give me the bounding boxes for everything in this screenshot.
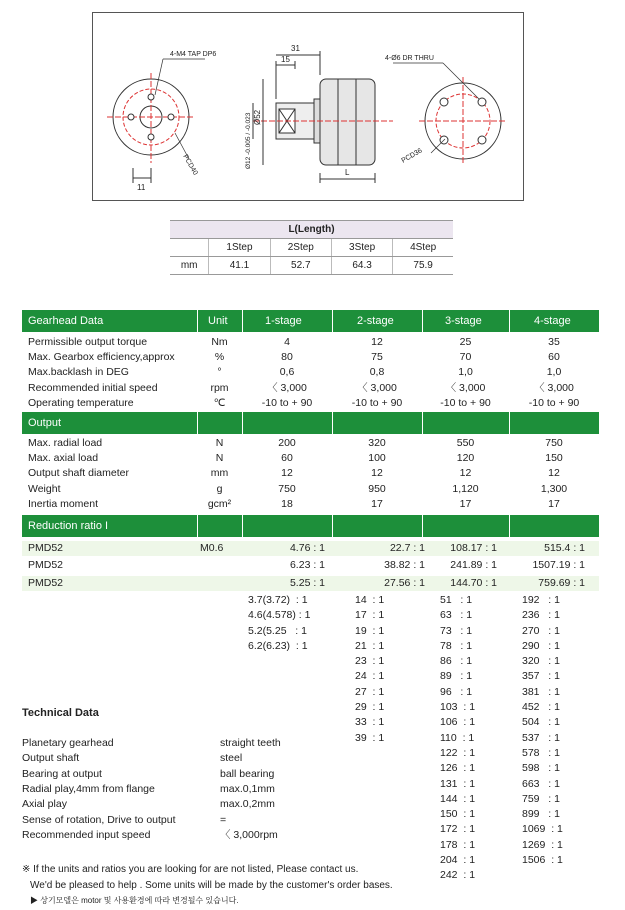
stage3-header: 3-stage <box>445 315 482 327</box>
note-line-2: We'd be pleased to help . Some units will be made by the customer's order bases. <box>30 880 393 891</box>
output-value: 17 <box>459 497 472 510</box>
dim-31-label: 31 <box>291 44 300 53</box>
output-unit: mm <box>210 467 229 480</box>
ratio-item: 23 : 1 <box>355 655 385 668</box>
ratio-item: 504 : 1 <box>522 716 560 729</box>
model-ratio: 38.82 : 1 <box>384 559 425 571</box>
gearhead-value: 35 <box>548 336 560 348</box>
gearhead-value: 〈 3,000 <box>357 381 397 394</box>
gearhead-value: 60 <box>548 351 560 364</box>
ratio-item: 192 : 1 <box>522 594 560 606</box>
ratio-item: 6.2(6.23) : 1 <box>248 639 308 652</box>
output-unit: g <box>216 482 223 495</box>
technical-value: 〈 3,000rpm <box>220 828 278 841</box>
ratios-stage1-list <box>248 593 310 654</box>
model-ratio: 5.25 : 1 <box>289 577 325 589</box>
gearhead-value: 1,0 <box>546 366 562 379</box>
model-ratio: 241.89 : 1 <box>450 559 497 571</box>
gearhead-value: 0,6 <box>279 366 295 379</box>
technical-label: Output shaft <box>22 752 80 765</box>
model-ratio: 4.76 : 1 <box>289 542 325 554</box>
technical-label: Radial play,4mm from flange <box>22 782 155 795</box>
length-title-row <box>170 221 453 239</box>
output-row <box>22 466 599 481</box>
technical-value: max.0,2mm <box>220 798 275 811</box>
model-name: PMD52 <box>28 559 64 571</box>
model-name: PMD52 <box>28 577 64 589</box>
length-value-cell: 64.3 <box>331 257 392 275</box>
technical-value: straight teeth <box>220 737 281 749</box>
ratio-item: 1269 : 1 <box>522 838 563 851</box>
technical-drawing <box>92 12 524 201</box>
output-header-bar <box>22 412 599 434</box>
gearhead-value: -10 to + 90 <box>528 396 580 409</box>
ratio-item: 537 : 1 <box>522 731 560 744</box>
ratio-item: 19 : 1 <box>355 624 385 637</box>
ratio-item: 122 : 1 <box>440 746 476 759</box>
ratios-stage4-list <box>522 593 563 868</box>
unit-header: Unit <box>208 315 228 327</box>
ratio-item: 78 : 1 <box>440 639 473 652</box>
ratio-item: 27 : 1 <box>355 685 385 698</box>
output-value: 17 <box>548 497 560 510</box>
gearhead-row <box>22 365 599 380</box>
output-value: 1,120 <box>452 482 479 495</box>
side-view <box>253 51 393 183</box>
ratios-stage2-list <box>355 593 384 746</box>
ratio-item: 1506 : 1 <box>522 854 563 867</box>
ratio-item: 5.2(5.25 : 1 <box>248 624 307 637</box>
gearhead-label: Max.backlash in DEG <box>28 366 129 379</box>
output-value: 100 <box>368 452 386 465</box>
output-value: 120 <box>456 452 475 465</box>
technical-data-title: Technical Data <box>22 707 99 719</box>
output-value: 1,300 <box>540 482 568 495</box>
model-ratio: 6.23 : 1 <box>289 559 325 571</box>
model-row <box>22 558 599 573</box>
model-row <box>22 541 599 556</box>
ratio-item: 106 : 1 <box>440 716 476 729</box>
gearhead-value: -10 to + 90 <box>351 396 403 409</box>
ratio-item: 39 : 1 <box>355 731 385 744</box>
gearhead-row <box>22 381 599 396</box>
model-ratio: 22.7 : 1 <box>389 542 425 554</box>
ratio-item: 17 : 1 <box>355 609 385 622</box>
ratio-item: 110 : 1 <box>440 731 475 744</box>
gearhead-label: Max. Gearbox efficiency,approx <box>28 351 175 364</box>
output-label: Max. radial load <box>28 437 103 449</box>
output-header-title: Output <box>28 417 62 429</box>
output-row <box>22 482 599 497</box>
gearhead-row <box>22 396 599 411</box>
output-value: 750 <box>545 437 563 449</box>
gearhead-unit: rpm <box>210 381 229 394</box>
gearhead-value: -10 to + 90 <box>440 396 491 409</box>
dim-phi52-label: Ø52 <box>253 109 262 125</box>
ratio-item: 86 : 1 <box>440 655 473 668</box>
output-value: 12 <box>459 467 472 480</box>
gearhead-value: 70 <box>459 351 472 364</box>
gearhead-row <box>22 350 599 365</box>
ratio-item: 96 : 1 <box>440 685 473 698</box>
output-unit: gcm² <box>207 497 232 510</box>
ratio-item: 14 : 1 <box>355 594 385 606</box>
technical-value: = <box>220 813 227 826</box>
ratio-item: 899 : 1 <box>522 808 560 821</box>
gearhead-value: -10 to + 90 <box>261 396 313 409</box>
gearhead-unit: % <box>214 351 225 364</box>
model-ratio: 27.56 : 1 <box>384 577 425 589</box>
ratio-item: 172 : 1 <box>440 823 476 836</box>
ratio-item: 381 : 1 <box>522 685 560 698</box>
length-title: L(Length) <box>170 221 453 239</box>
ratio-item: 131 : 1 <box>440 777 476 790</box>
output-row <box>22 497 599 512</box>
technical-label: Recommended input speed <box>22 828 151 841</box>
output-value: 12 <box>371 467 383 480</box>
output-value: 150 <box>545 452 563 465</box>
length-header-row <box>170 239 453 257</box>
output-unit: N <box>215 452 224 465</box>
gearhead-value: 25 <box>459 336 472 348</box>
dim-l-label: L <box>345 168 350 177</box>
note-line-3: ▶ 상기모델은 motor 및 사용환경에 따라 변경될수 있습니다. <box>30 896 239 905</box>
ratio-item: 204 : 1 <box>440 854 476 867</box>
ratio-item: 178 : 1 <box>440 838 476 851</box>
ratio-item: 236 : 1 <box>522 609 560 622</box>
dim-15-label: 15 <box>281 55 290 64</box>
gearhead-label: Operating temperature <box>28 396 134 409</box>
pcd40-label: PCD40 <box>181 153 199 177</box>
ratio-item: 1069 : 1 <box>522 823 563 836</box>
note-line-1: ※ If the units and ratios you are looking for are not listed, Please contact us. <box>22 864 359 875</box>
length-value-row <box>170 257 453 275</box>
output-label: Max. axial load <box>28 452 99 465</box>
length-unit-cell: mm <box>170 257 209 275</box>
gearhead-header-title: Gearhead Data <box>28 315 104 327</box>
output-value: 60 <box>281 452 293 465</box>
output-row <box>22 436 599 451</box>
ratio-item: 33 : 1 <box>355 716 385 729</box>
output-unit: N <box>215 437 224 449</box>
output-value: 750 <box>278 482 296 495</box>
left-tap-label: 4-M4 TAP DP6 <box>170 51 217 58</box>
ratio-item: 21 : 1 <box>355 639 385 652</box>
technical-value: ball bearing <box>220 767 275 780</box>
output-row <box>22 451 599 466</box>
gearhead-value: 4 <box>284 336 290 348</box>
output-value: 320 <box>368 437 386 449</box>
gearhead-value: 12 <box>371 336 383 348</box>
gearhead-value: 〈 3,000 <box>445 381 486 394</box>
ratio-item: 29 : 1 <box>355 701 385 714</box>
gearhead-header-bar <box>22 310 599 332</box>
ratio-item: 24 : 1 <box>355 670 385 683</box>
ratio-item: 126 : 1 <box>440 762 476 775</box>
reduction-header-bar <box>22 515 599 537</box>
model-spec: M0.6 <box>200 542 224 554</box>
output-label: Weight <box>28 482 61 495</box>
length-value-cell: 52.7 <box>270 257 331 275</box>
length-header-cell: 4Step <box>393 239 453 257</box>
ratio-item: 452 : 1 <box>522 701 560 714</box>
model-ratio: 108.17 : 1 <box>450 542 497 554</box>
ratio-item: 598 : 1 <box>522 762 560 775</box>
ratio-item: 51 : 1 <box>440 594 473 606</box>
stage4-header: 4-stage <box>534 315 571 327</box>
ratio-item: 3.7(3.72) : 1 <box>248 594 308 606</box>
ratio-item: 144 : 1 <box>440 792 476 805</box>
ratio-item: 357 : 1 <box>522 670 560 683</box>
output-value: 12 <box>548 467 560 480</box>
model-row <box>22 576 599 591</box>
ratio-item: 150 : 1 <box>440 808 476 821</box>
drawing-svg <box>93 13 523 200</box>
ratio-item: 4.6(4.578) : 1 <box>248 609 311 622</box>
ratio-item: 320 : 1 <box>522 655 560 668</box>
technical-label: Axial play <box>22 798 67 811</box>
output-value: 18 <box>281 497 293 510</box>
length-value-cell: 75.9 <box>393 257 453 275</box>
stage1-header: 1-stage <box>265 315 302 327</box>
gearhead-value: 75 <box>371 351 383 364</box>
gearhead-value: 〈 3,000 <box>534 381 574 394</box>
length-header-cell: 2Step <box>270 239 331 257</box>
stage2-header: 2-stage <box>357 315 394 327</box>
ratio-item: 270 : 1 <box>522 624 560 637</box>
reduction-header-title: Reduction ratio I <box>28 520 109 532</box>
length-header-cell <box>170 239 209 257</box>
length-header-cell: 1Step <box>209 239 270 257</box>
gearhead-label: Permissible output torque <box>28 336 148 348</box>
gearhead-unit: ℃ <box>213 396 226 409</box>
output-value: 550 <box>456 437 475 449</box>
length-table <box>170 220 453 275</box>
length-header-cell: 3Step <box>331 239 392 257</box>
ratio-item: 242 : 1 <box>440 869 476 882</box>
gearhead-label: Recommended initial speed <box>28 381 158 394</box>
output-value: 17 <box>371 497 383 510</box>
ratio-item: 103 : 1 <box>440 701 476 714</box>
ratio-item: 290 : 1 <box>522 639 560 652</box>
gearhead-row <box>22 335 599 350</box>
dim-11-label: 11 <box>137 183 146 192</box>
output-label: Output shaft diameter <box>28 467 129 480</box>
output-label: Inertia moment <box>28 497 99 510</box>
technical-value: steel <box>220 752 243 765</box>
technical-label: Sense of rotation, Drive to output <box>22 813 176 826</box>
right-hole-label: 4-Ø6 DR THRU <box>385 55 434 62</box>
ratio-item: 578 : 1 <box>522 746 560 759</box>
ratio-item: 63 : 1 <box>440 609 473 622</box>
gearhead-value: 1,0 <box>458 366 473 379</box>
ratio-item: 73 : 1 <box>440 624 473 637</box>
technical-label: Bearing at output <box>22 767 102 780</box>
gearhead-value: 〈 3,000 <box>267 381 307 394</box>
model-ratio: 515.4 : 1 <box>544 542 585 554</box>
model-name: PMD52 <box>28 542 64 554</box>
pcd36-label: PCD36 <box>400 147 424 165</box>
gearhead-value: 80 <box>281 351 293 364</box>
ratio-item: 759 : 1 <box>522 792 560 805</box>
gearhead-unit: ° <box>217 366 222 379</box>
model-ratio: 144.70 : 1 <box>450 577 497 589</box>
model-ratio: 759.69 : 1 <box>538 577 585 589</box>
ratios-stage3-list <box>440 593 475 884</box>
front-view-right <box>393 63 507 165</box>
gearhead-unit: Nm <box>211 336 228 348</box>
output-value: 12 <box>281 467 293 480</box>
length-value-cell: 41.1 <box>209 257 270 275</box>
dim-phi12-label: Ø12 -0.005 / -0.023 <box>245 112 252 169</box>
gearhead-value: 0,8 <box>369 366 385 379</box>
model-ratio: 1507.19 : 1 <box>532 559 585 571</box>
output-value: 950 <box>368 482 386 495</box>
ratio-item: 663 : 1 <box>522 777 560 790</box>
output-value: 200 <box>278 437 296 449</box>
technical-label: Planetary gearhead <box>22 737 114 749</box>
technical-value: max.0,1mm <box>220 782 275 795</box>
ratio-item: 89 : 1 <box>440 670 473 683</box>
